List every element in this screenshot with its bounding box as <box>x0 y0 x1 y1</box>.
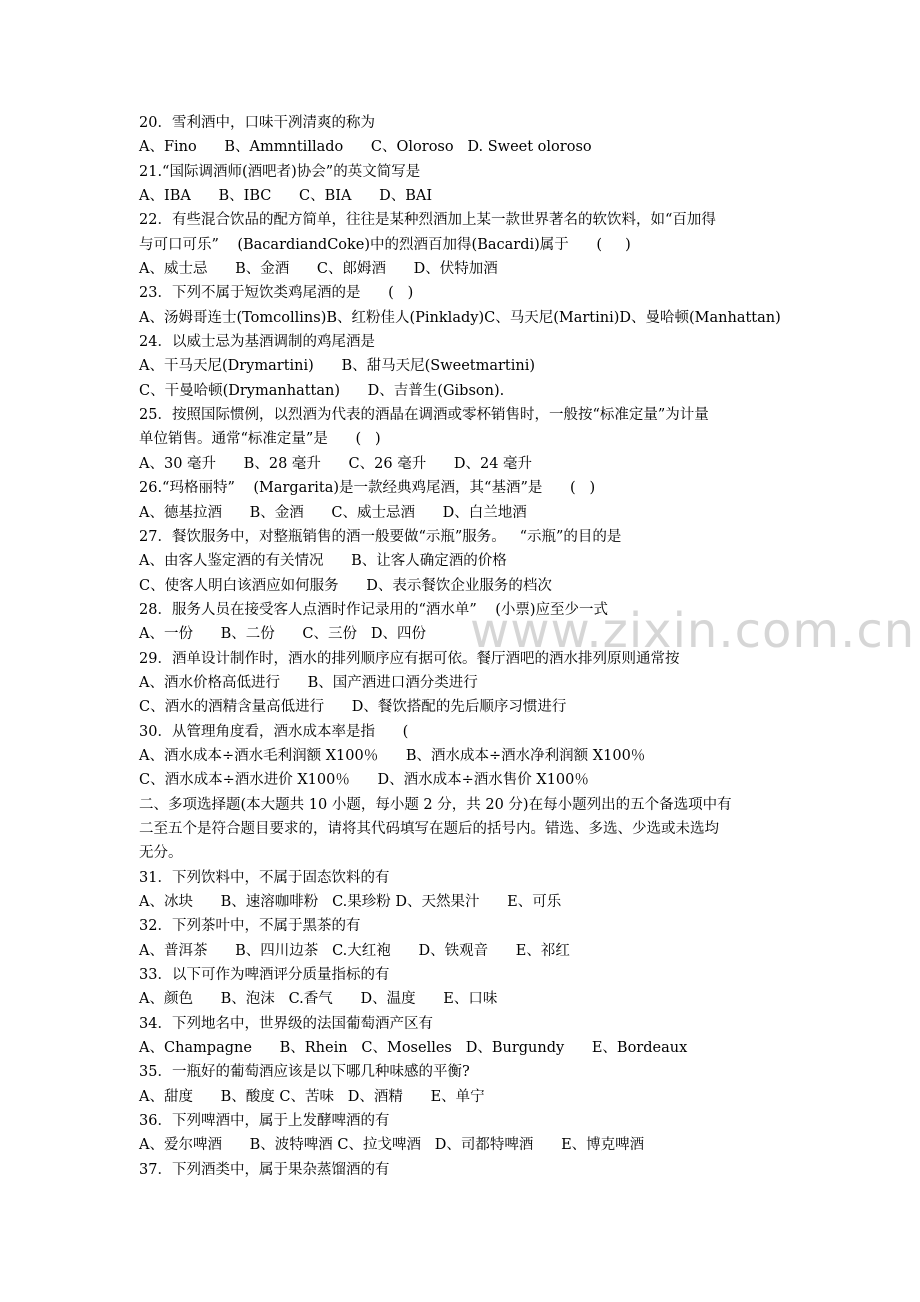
text-line: 二、多项选择题(本大题共 10 小题，每小题 2 分，共 20 分)在每小题列出的五个备选项中有 <box>139 796 732 813</box>
text-line: A、颜色 B、泡沫 C.香气 D、温度 E、口味 <box>139 991 498 1008</box>
text-line: 33．以下可作为啤酒评分质量指标的有 <box>139 967 390 984</box>
text-line: A、一份 B、二份 C、三份 D、四份 <box>139 626 426 643</box>
text-line: A、由客人鉴定酒的有关情况 B、让客人确定酒的价格 <box>139 553 507 570</box>
text-line: A、普洱茶 B、四川边茶 C.大红袍 D、铁观音 E、祁红 <box>139 942 570 959</box>
text-line: A、酒水成本÷酒水毛利润额 X100％ B、酒水成本÷酒水净利润额 X100％ <box>139 747 646 764</box>
text-line: 单位销售。通常“标准定量”是 ( ) <box>139 431 381 448</box>
text-line: 37．下列酒类中，属于果杂蒸馏酒的有 <box>139 1161 390 1178</box>
text-line: A、冰块 B、速溶咖啡粉 C.果珍粉 D、天然果汁 E、可乐 <box>139 894 562 910</box>
text-line: 35．一瓶好的葡萄酒应该是以下哪几种味感的平衡? <box>139 1064 470 1081</box>
text-line: A、威士忌 B、金酒 C、郎姆酒 D、伏特加酒 <box>139 261 498 278</box>
text-line: C、使客人明白该酒应如何服务 D、表示餐饮企业服务的档次 <box>139 577 552 594</box>
text-line: A、爱尔啤酒 B、波特啤酒 C、拉戈啤酒 D、司都特啤酒 E、博克啤酒 <box>139 1137 645 1154</box>
text-line: A、Fino B、Ammntillado C、Oloroso D. Sweet oloroso <box>139 139 592 156</box>
text-line: 32．下列茶叶中，不属于黑茶的有 <box>139 918 361 935</box>
text-line: A、汤姆哥连士(Tomcollins)B、红粉佳人(Pinklady)C、马天尼(Martini)D、曼哈顿(Manhattan) <box>139 309 781 326</box>
text-line: 23．下列不属于短饮类鸡尾酒的是 ( ) <box>139 285 414 302</box>
text-line: C、酒水成本÷酒水进价 X100％ D、酒水成本÷酒水售价 X100％ <box>139 772 589 789</box>
text-line: 29．酒单设计制作时，酒水的排列顺序应有据可依。餐厅酒吧的酒水排列原则通常按 <box>139 650 680 667</box>
text-line: 36．下列啤酒中，属于上发酵啤酒的有 <box>139 1113 390 1130</box>
text-line: 26.“玛格丽特” (Margarita)是一款经典鸡尾酒，其“基酒”是 ( ) <box>139 480 596 497</box>
text-line: A、干马天尼(Drymartini) B、甜马天尼(Sweetmartini) <box>139 358 536 375</box>
text-line: 22．有些混合饮品的配方简单，往往是某种烈酒加上某一款世界著名的软饮料，如“百加得 <box>139 212 716 229</box>
text-line: C、干曼哈顿(Drymanhattan) D、吉普生(Gibson). <box>139 382 505 399</box>
text-line: 无分。 <box>139 845 183 862</box>
text-line: A、IBA B、IBC C、BIA D、BAI <box>139 188 433 205</box>
text-line: 31．下列饮料中，不属于固态饮料的有 <box>139 869 390 886</box>
text-line: 24．以威士忌为基酒调制的鸡尾酒是 <box>139 334 375 351</box>
text-line: 20．雪利酒中，口味干冽清爽的称为 <box>139 115 375 131</box>
text-line: 34．下列地名中，世界级的法国葡萄酒产区有 <box>139 1015 433 1032</box>
text-line: C、酒水的酒精含量高低进行 D、餐饮搭配的先后顺序习惯进行 <box>139 699 567 716</box>
text-line: A、甜度 B、酸度 C、苦味 D、酒精 E、单宁 <box>139 1088 485 1105</box>
text-line: 30．从管理角度看，酒水成本率是指 ( <box>139 723 409 740</box>
watermark: www.zixin.com.cn <box>470 603 916 659</box>
text-line: A、酒水价格高低进行 B、国产酒进口酒分类进行 <box>139 674 478 691</box>
text-line: 25．按照国际惯例，以烈酒为代表的酒晶在调酒或零杯销售时，一般按“标准定量”为计量 <box>139 407 709 424</box>
text-line: 与可口可乐” (BacardiandCoke)中的烈酒百加得(Bacardi)属于 ( ) <box>139 236 631 253</box>
text-line: A、30 毫升 B、28 毫升 C、26 毫升 D、24 毫升 <box>139 455 533 472</box>
text-line: A、德基拉酒 B、金酒 C、威士忌酒 D、白兰地酒 <box>139 504 527 521</box>
text-line: 21.“国际调酒师(酒吧者)协会”的英文简写是 <box>139 163 421 180</box>
text-line: A、Champagne B、Rhein C、Moselles D、Burgundy E、Bordeaux <box>139 1040 688 1057</box>
document-body <box>139 111 799 1182</box>
text-line: 28．服务人员在接受客人点酒时作记录用的“酒水单” (小票)应至少一式 <box>139 601 609 618</box>
text-line: 27．餐饮服务中，对整瓶销售的酒一般要做“示瓶”服务。 “示瓶”的目的是 <box>139 528 622 545</box>
text-line: 二至五个是符合题目要求的，请将其代码填写在题后的括号内。错选、多选、少选或未选均 <box>139 820 719 837</box>
